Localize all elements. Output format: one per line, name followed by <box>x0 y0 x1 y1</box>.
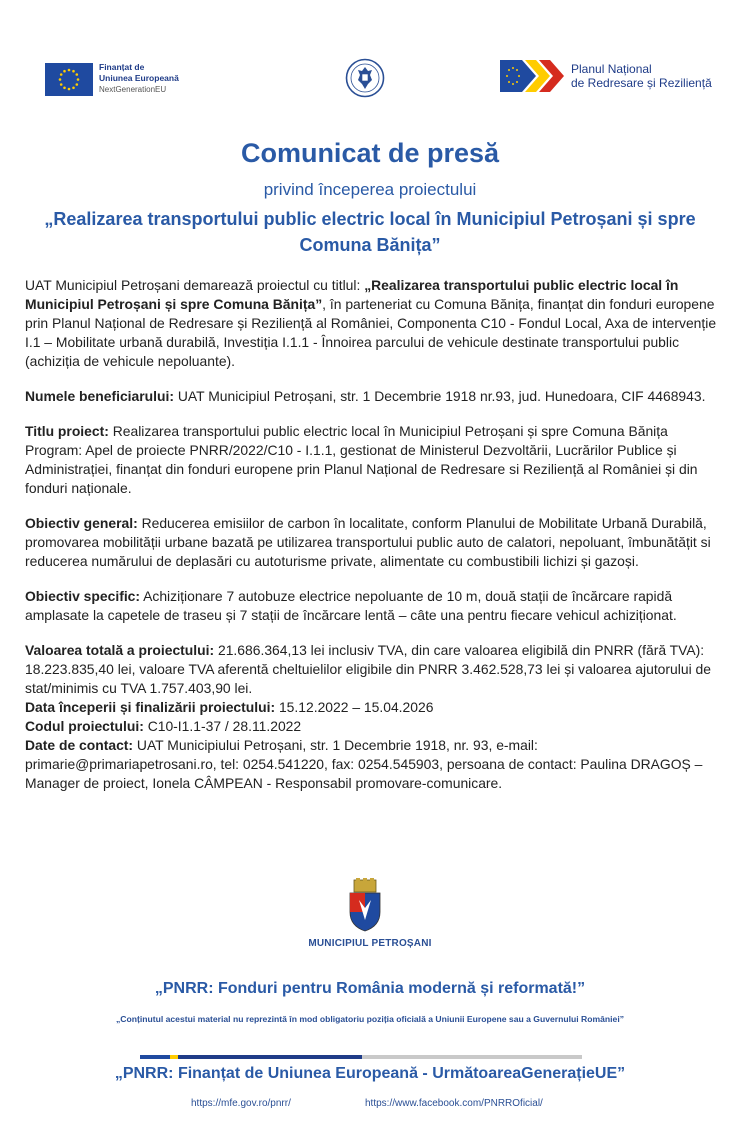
romanian-government-seal-icon <box>345 58 385 98</box>
facebook-page-link[interactable]: https://www.facebook.com/PNRROficial/ <box>365 1098 543 1109</box>
pnrr-label <box>571 63 712 90</box>
beneficiary-label: Numele beneficiarului: <box>25 388 174 404</box>
intro-paragraph <box>25 276 720 371</box>
eu-line-3: NextGenerationEU <box>99 85 167 94</box>
contact-label: Date de contact: <box>25 737 134 753</box>
intro-before: UAT Municipiul Petroșani demarează proiectul cu titlul: <box>25 277 365 293</box>
specific-objective-value: Achiziționare 7 autobuze electrice nepoluante de 10 m, două stații de încărcare rapidă amplasate la capetele de traseu și 7 stații de încărcare lentă – câte una pentru fiecare vehicul achiziționat. <box>25 588 677 623</box>
code-value: C10-I1.1-37 / 28.11.2022 <box>143 718 302 734</box>
project-label: Titlu proiect: <box>25 423 109 439</box>
footer-divider <box>140 1046 582 1050</box>
beneficiary-value: UAT Municipiul Petroșani, str. 1 Decembrie 1918 nr.93, jud. Hunedoara, CIF 4468943. <box>173 388 706 404</box>
general-objective-label: Obiectiv general: <box>25 515 138 531</box>
dates-paragraph <box>25 698 720 717</box>
project-title: „Realizarea transportului public electric local în Municipiul Petroșani și spre Comuna Bănița” <box>44 209 696 255</box>
dates-label: Data începerii și finalizării proiectului: <box>25 699 276 715</box>
general-objective-paragraph <box>25 514 720 571</box>
total-value-paragraph <box>25 641 720 698</box>
disclaimer-text: „Conținutul acestui material nu reprezintă în mod obligatoriu poziția oficială a Uniunii Europene sau a Guvernului României” <box>115 1014 625 1024</box>
petrosani-coat-of-arms-icon <box>347 878 383 932</box>
eu-funding-label <box>99 62 179 95</box>
pnrr-line-2: de Redresare și Reziliență <box>571 75 712 90</box>
specific-objective-label: Obiectiv specific: <box>25 588 141 604</box>
contact-paragraph <box>25 736 720 793</box>
page-title: Comunicat de presă <box>240 138 500 168</box>
contact-value: UAT Municipiului Petroșani, str. 1 Decembrie 1918, nr. 93, e-mail: primarie@primariapetrosani.ro, tel: 0254.541220, fax: 0254.545903, persoana de contact: Paulina DRAGOȘ – Manager de proiect, Ionela CÂMPEAN - Responsabil promovare-comunicare. <box>25 737 703 791</box>
pnrr-line-1: Planul Național <box>571 62 652 76</box>
eu-flag-icon <box>45 63 93 96</box>
specific-objective-paragraph <box>25 587 720 625</box>
pnrr-eu-slogan: „PNRR: Finanțat de Uniunea Europeană - UrmătoareaGenerațieUE” <box>114 1065 626 1082</box>
project-paragraph <box>25 422 720 498</box>
press-release-body <box>25 276 720 793</box>
mfe-website-link[interactable]: https://mfe.gov.ro/pnrr/ <box>191 1098 291 1109</box>
dates-value: 15.12.2022 – 15.04.2026 <box>275 699 434 715</box>
total-value-value: 21.686.364,13 lei inclusiv TVA, din care valoarea eligibilă din PNRR (fără TVA): 18.223.835,40 lei, valoare TVA aferentă cheltuielilor eligibile din PNRR 3.462.528,73 lei și valoarea ajutorului de stat/minimis cu TVA 1.757.403,90 lei. <box>25 642 711 696</box>
beneficiary-paragraph <box>25 387 720 406</box>
code-label: Codul proiectului: <box>25 718 144 734</box>
intro-after: , în parteneriat cu Comuna Bănița, finanțat din fonduri europene prin Planul Național de Redresare și Reziliență al României, Componenta C10 - Fondul Local, Axa de intervenție I.1 – Mobilitate urbană durabilă, Investiția I.1.1 - Înnoirea parcului de vehicule destinate transportului public (achiziția de vehicule nepoluante). <box>25 296 717 369</box>
eu-line-2: Uniunea Europeană <box>99 73 179 83</box>
pnrr-slogan: „PNRR: Fonduri pentru România modernă și reformată!” <box>154 980 586 997</box>
intro-project-name: „Realizarea transportului public electric local în Municipiul Petroșani și spre Comuna Bănița” <box>25 277 679 312</box>
eu-line-1: Finanțat de <box>99 62 145 72</box>
municipality-label: MUNICIPIUL PETROȘANI <box>308 938 432 949</box>
page-subtitle: privind începerea proiectului <box>263 180 477 199</box>
project-value: Realizarea transportului public electric local în Municipiul Petroșani și spre Comuna Bănița Program: Apel de proiecte PNRR/2022/C10 - I.1.1, gestionat de Ministerul Dezvoltării, Lucrărilor Publice și Administrației, finanțat din fonduri europene prin Planul Național de Redresare si Reziliență al României și din fonduri naționale. <box>25 423 698 496</box>
total-value-label: Valoarea totală a proiectului: <box>25 642 215 658</box>
pnrr-arrows-logo-icon <box>500 58 564 94</box>
code-paragraph <box>25 717 720 736</box>
general-objective-value: Reducerea emisiilor de carbon în localitate, conform Planului de Mobilitate Urbană Durabilă, promovarea mobilității urbane bazată pe utilizarea transportului public auto de calatori, nepoluant, îmbunătățit si reducerea numărului de deplasări cu autoturisme private, alimentate cu combustibili lichizi și gazoși. <box>25 515 711 569</box>
